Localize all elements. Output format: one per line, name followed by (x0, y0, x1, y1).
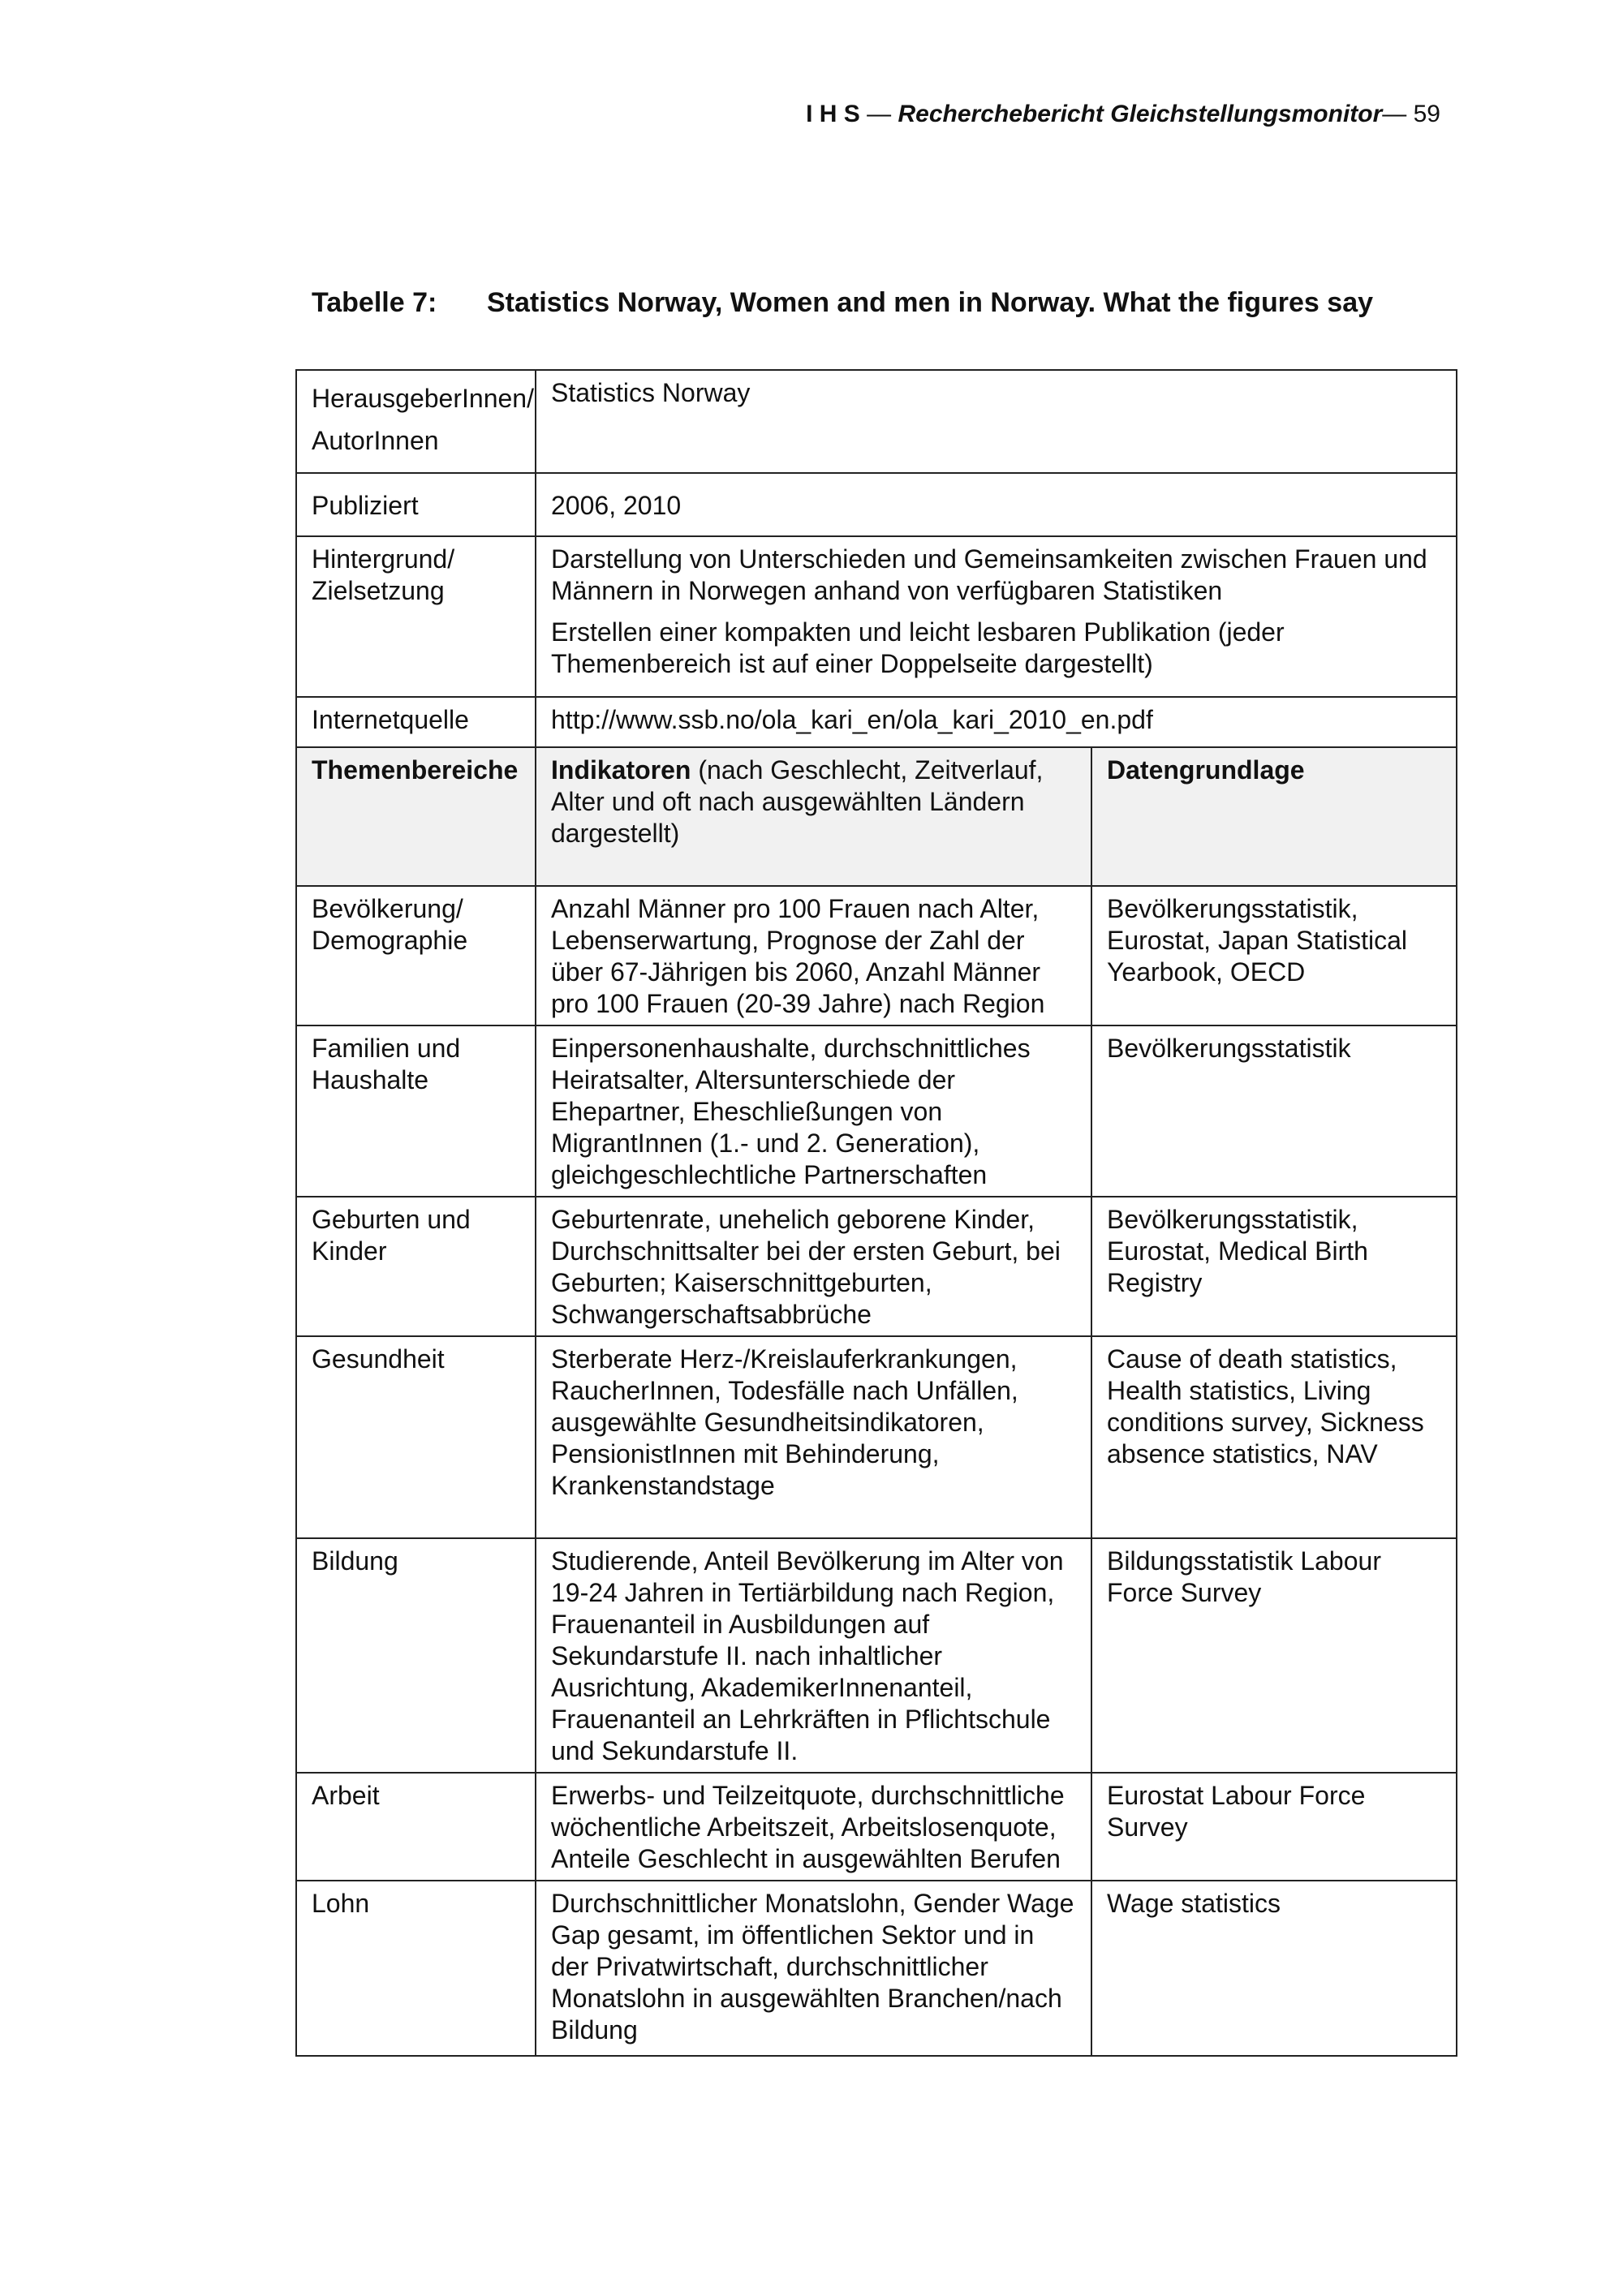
indicators-cell: Einpersonenhaushalte, durchschnittliches Heiratsalter, Altersunterschiede der Ehepartner, Eheschließungen von MigrantInnen (1.- und 2. Generation), gleichgeschlechtliche Partnerschaften (536, 1025, 1091, 1197)
indicators-note: (nach Geschlecht, Zeitverlauf, Alter und oft nach ausgewählten Ländern dargestellt) (551, 755, 1044, 848)
source-cell: Wage statistics (1091, 1881, 1457, 2056)
source-cell: Eurostat Labour Force Survey (1091, 1773, 1457, 1881)
background-paragraph: Darstellung von Unterschieden und Gemeinsamkeiten zwischen Frauen und Männern in Norwegen anhand von verfügbaren Statistiken (551, 544, 1427, 605)
table-row (296, 1773, 1457, 1881)
column-header-row (296, 747, 1457, 886)
indicators-cell: Studierende, Anteil Bevölkerung im Alter von 19-24 Jahren in Tertiärbildung nach Region, Frauenanteil in Ausbildungen auf Sekundarstufe II. nach inhaltlicher Ausrichtung, AkademikerInnenanteil, Frauenanteil an Lehrkräften in Pflichtschule und Sekundarstufe II. (536, 1538, 1091, 1773)
table-row (296, 1538, 1457, 1773)
meta-value: 2006, 2010 (536, 473, 1457, 536)
column-header-topic: Themenbereiche (296, 747, 536, 886)
meta-row-authors (296, 370, 1457, 473)
source-cell: Bevölkerungsstatistik (1091, 1025, 1457, 1197)
overview-table (295, 369, 1457, 2057)
indicators-cell: Geburtenrate, unehelich geborene Kinder, Durchschnittsalter bei der ersten Geburt, bei Geburten; Kaiserschnittgeburten, Schwangerschaftsabbrüche (536, 1197, 1091, 1336)
table-row (296, 1336, 1457, 1538)
meta-value: Statistics Norway (536, 370, 1457, 473)
indicators-bold: Indikatoren (551, 755, 691, 785)
topic-cell: Arbeit (296, 1773, 536, 1881)
meta-value (536, 536, 1457, 697)
source-url-link[interactable]: http://www.ssb.no/ola_kari_en/ola_kari_2010_en.pdf (536, 697, 1457, 747)
topic-cell: Gesundheit (296, 1336, 536, 1538)
topic-cell: Lohn (296, 1881, 536, 2056)
table-row (296, 1025, 1457, 1197)
running-header (806, 101, 1440, 128)
table-caption (312, 287, 1373, 319)
header-report: Recherchebericht Gleichstellungsmonitor (898, 101, 1383, 127)
table-row (296, 886, 1457, 1025)
indicators-cell: Durchschnittlicher Monatslohn, Gender Wage Gap gesamt, im öffentlichen Sektor und in der Privatwirtschaft, durchschnittlicher Monatslohn in ausgewählten Branchen/nach Bildung (536, 1881, 1091, 2056)
source-cell: Cause of death statistics, Health statistics, Living conditions survey, Sickness absence statistics, NAV (1091, 1336, 1457, 1538)
page-number: — 59 (1382, 101, 1440, 127)
table-number: Tabelle 7: (312, 287, 437, 318)
meta-row-source-url (296, 697, 1457, 747)
topic-cell: Geburten und Kinder (296, 1197, 536, 1336)
background-paragraph: Erstellen einer kompakten und leicht lesbaren Publikation (jeder Themenbereich ist auf einer Doppelseite dargestellt) (551, 617, 1285, 678)
topic-cell: Bevölkerung/ Demographie (296, 886, 536, 1025)
source-cell: Bevölkerungsstatistik, Eurostat, Medical Birth Registry (1091, 1197, 1457, 1336)
meta-label: Internetquelle (296, 697, 536, 747)
table-row (296, 1197, 1457, 1336)
meta-label: Publiziert (296, 473, 536, 536)
meta-row-published (296, 473, 1457, 536)
table-title: Statistics Norway, Women and men in Norway. What the figures say (487, 287, 1374, 318)
meta-row-background (296, 536, 1457, 697)
table-row (296, 1881, 1457, 2056)
header-sep: — (859, 101, 898, 127)
source-cell: Bevölkerungsstatistik, Eurostat, Japan Statistical Yearbook, OECD (1091, 886, 1457, 1025)
source-cell: Bildungsstatistik Labour Force Survey (1091, 1538, 1457, 1773)
meta-label: Hintergrund/ Zielsetzung (296, 536, 536, 697)
column-header-source: Datengrundlage (1091, 747, 1457, 886)
topic-cell: Familien und Haushalte (296, 1025, 536, 1197)
indicators-cell: Sterberate Herz-/Kreislauferkrankungen, RaucherInnen, Todesfälle nach Unfällen, ausgewählte Gesundheitsindikatoren, PensionistInnen mit Behinderung, Krankenstandstage (536, 1336, 1091, 1538)
column-header-indicators (536, 747, 1091, 886)
meta-label: HerausgeberInnen/ AutorInnen (296, 370, 536, 473)
indicators-cell: Erwerbs- und Teilzeitquote, durchschnittliche wöchentliche Arbeitszeit, Arbeitslosenquote, Anteile Geschlecht in ausgewählten Berufen (536, 1773, 1091, 1881)
topic-cell: Bildung (296, 1538, 536, 1773)
header-org: I H S (806, 101, 860, 127)
indicators-cell: Anzahl Männer pro 100 Frauen nach Alter, Lebenserwartung, Prognose der Zahl der über 67-Jährigen bis 2060, Anzahl Männer pro 100 Frauen (20-39 Jahre) nach Region (536, 886, 1091, 1025)
